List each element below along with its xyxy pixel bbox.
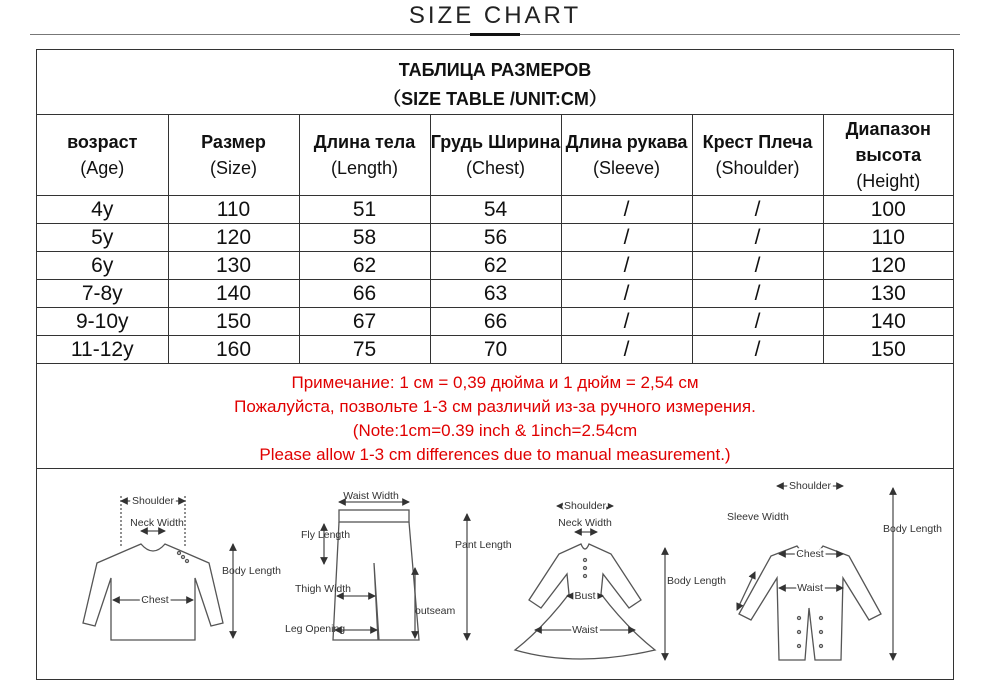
column-label-ru: Длина тела	[313, 131, 416, 152]
shirt-chest-label: Chest	[141, 594, 169, 606]
cell-sleeve: /	[561, 196, 692, 224]
garment-diagrams	[37, 468, 953, 680]
romper-body-length-label: Body Length	[883, 523, 942, 535]
cell-shoulder: /	[692, 224, 823, 252]
cell-height: 140	[823, 308, 953, 336]
column-label-ru: Размер	[201, 131, 266, 152]
cell-sleeve: /	[561, 252, 692, 280]
pants-thigh-width-label: Thigh Width	[295, 583, 352, 595]
shirt-outline-icon	[83, 544, 223, 640]
dress-button-icon	[584, 575, 587, 578]
cell-sleeve: /	[561, 336, 692, 364]
cell-size: 130	[168, 252, 299, 280]
dress-button-icon	[584, 559, 587, 562]
column-header-chest	[430, 114, 561, 196]
measurement-diagrams	[37, 468, 953, 680]
cell-size: 140	[168, 280, 299, 308]
dress-button-icon	[584, 567, 587, 570]
column-label-en: (Age)	[80, 157, 125, 178]
title-divider-accent	[470, 33, 520, 36]
cell-length: 62	[299, 252, 430, 280]
shirt-button-icon	[186, 560, 189, 563]
pants-waistband-icon	[339, 510, 409, 522]
table-row	[37, 224, 953, 252]
cell-size: 160	[168, 336, 299, 364]
pants-pant-length-label: Pant Length	[455, 539, 512, 551]
note-en-2: Please allow 1-3 cm differences due to manual measurement.)	[259, 445, 731, 464]
cell-chest: 66	[430, 308, 561, 336]
dress-bust-label: Bust	[574, 590, 596, 602]
dress-neck-width-label: Neck Width	[558, 517, 612, 529]
pants-leg-opening-label: Leg Opening	[285, 623, 346, 635]
dress-waist-label: Waist	[572, 624, 598, 636]
cell-age: 4y	[37, 196, 168, 224]
column-header-height	[823, 114, 953, 196]
cell-age: 9-10y	[37, 308, 168, 336]
cell-shoulder: /	[692, 280, 823, 308]
note-ru-2: Пожалуйста, позвольте 1-3 см различий из-за ручного измерения.	[234, 397, 756, 416]
pants-diagram	[324, 502, 467, 640]
romper-button-icon	[820, 631, 823, 634]
column-label-ru: Длина рукава	[565, 131, 688, 152]
pants-outseam-label: outseam	[415, 605, 456, 617]
table-title-ru: ТАБЛИЦА РАЗМЕРОВ	[398, 60, 592, 80]
romper-button-icon	[798, 645, 801, 648]
cell-sleeve: /	[561, 280, 692, 308]
cell-length: 51	[299, 196, 430, 224]
page-title: SIZE CHART	[408, 2, 582, 29]
column-label-en: (Length)	[330, 157, 399, 178]
cell-chest: 56	[430, 224, 561, 252]
cell-height: 130	[823, 280, 953, 308]
column-label-en: (Height)	[856, 170, 921, 191]
table-title-en: （SIZE TABLE /UNIT:CM）	[383, 89, 607, 109]
column-header-shoulder	[692, 114, 823, 196]
table-row	[37, 308, 953, 336]
cell-size: 110	[168, 196, 299, 224]
romper-button-icon	[798, 631, 801, 634]
pants-fly-length-label: Fly Length	[301, 529, 351, 541]
cell-shoulder: /	[692, 252, 823, 280]
cell-height: 110	[823, 224, 953, 252]
cell-length: 75	[299, 336, 430, 364]
dress-shoulder-label: Shoulder	[563, 500, 607, 512]
shirt-button-icon	[178, 552, 181, 555]
cell-chest: 62	[430, 252, 561, 280]
romper-button-icon	[798, 617, 801, 620]
shirt-body-label	[222, 565, 281, 577]
romper-chest-label: Chest	[796, 548, 824, 560]
pants-waist-width-label: Waist Width	[343, 490, 399, 502]
cell-size: 120	[168, 224, 299, 252]
romper-outline-icon	[739, 546, 881, 660]
column-label-en: (Shoulder)	[715, 157, 800, 178]
cell-height: 100	[823, 196, 953, 224]
cell-chest: 63	[430, 280, 561, 308]
column-label-ru: Диапазон высота	[845, 118, 931, 165]
cell-shoulder: /	[692, 308, 823, 336]
cell-shoulder: /	[692, 196, 823, 224]
column-header-sleeve	[561, 114, 692, 196]
romper-sleeve-width-label: Sleeve Width	[727, 511, 789, 523]
romper-shoulder-label: Shoulder	[788, 480, 832, 492]
cell-length: 66	[299, 280, 430, 308]
shirt-neck-width-label: Neck Width	[130, 517, 184, 529]
column-header-age	[37, 114, 168, 196]
romper-button-icon	[820, 645, 823, 648]
column-label-en: (Size)	[209, 157, 257, 178]
cell-size: 150	[168, 308, 299, 336]
romper-button-icon	[820, 617, 823, 620]
column-label-ru: Грудь Ширина	[430, 131, 561, 152]
note-ru-1: Примечание: 1 см = 0,39 дюйма и 1 дюйм = 2,54 см	[291, 373, 699, 392]
cell-chest: 70	[430, 336, 561, 364]
size-chart-frame	[36, 49, 954, 680]
cell-height: 120	[823, 252, 953, 280]
table-row	[37, 196, 953, 224]
cell-height: 150	[823, 336, 953, 364]
romper-waist-label: Waist	[797, 582, 823, 594]
cell-length: 58	[299, 224, 430, 252]
table-heading	[37, 50, 953, 115]
shirt-shoulder-label: Shoulder	[131, 495, 175, 507]
column-label-ru: возраст	[67, 131, 138, 152]
note-en-1: (Note:1cm=0.39 inch & 1inch=2.54cm	[352, 421, 638, 440]
cell-age: 6y	[37, 252, 168, 280]
table-row	[37, 252, 953, 280]
table-row	[37, 336, 953, 364]
cell-chest: 54	[430, 196, 561, 224]
table-row	[37, 280, 953, 308]
column-header-length	[299, 114, 430, 196]
size-table-header	[37, 114, 953, 196]
cell-sleeve: /	[561, 224, 692, 252]
cell-sleeve: /	[561, 308, 692, 336]
cell-length: 67	[299, 308, 430, 336]
column-header-size	[168, 114, 299, 196]
column-label-ru: Крест Плеча	[702, 131, 813, 152]
dress-body-length-label: Body Length	[667, 575, 726, 587]
column-label-en: (Chest)	[465, 157, 525, 178]
cell-age: 7-8y	[37, 280, 168, 308]
cell-age: 5y	[37, 224, 168, 252]
size-table	[37, 114, 953, 364]
column-label-en: (Sleeve)	[592, 157, 661, 178]
cell-shoulder: /	[692, 336, 823, 364]
measurement-notes	[37, 366, 953, 469]
shirt-body-length-label: Body Length	[222, 565, 281, 577]
cell-age: 11-12y	[37, 336, 168, 364]
shirt-button-icon	[182, 556, 185, 559]
dress-diagram	[515, 506, 665, 660]
